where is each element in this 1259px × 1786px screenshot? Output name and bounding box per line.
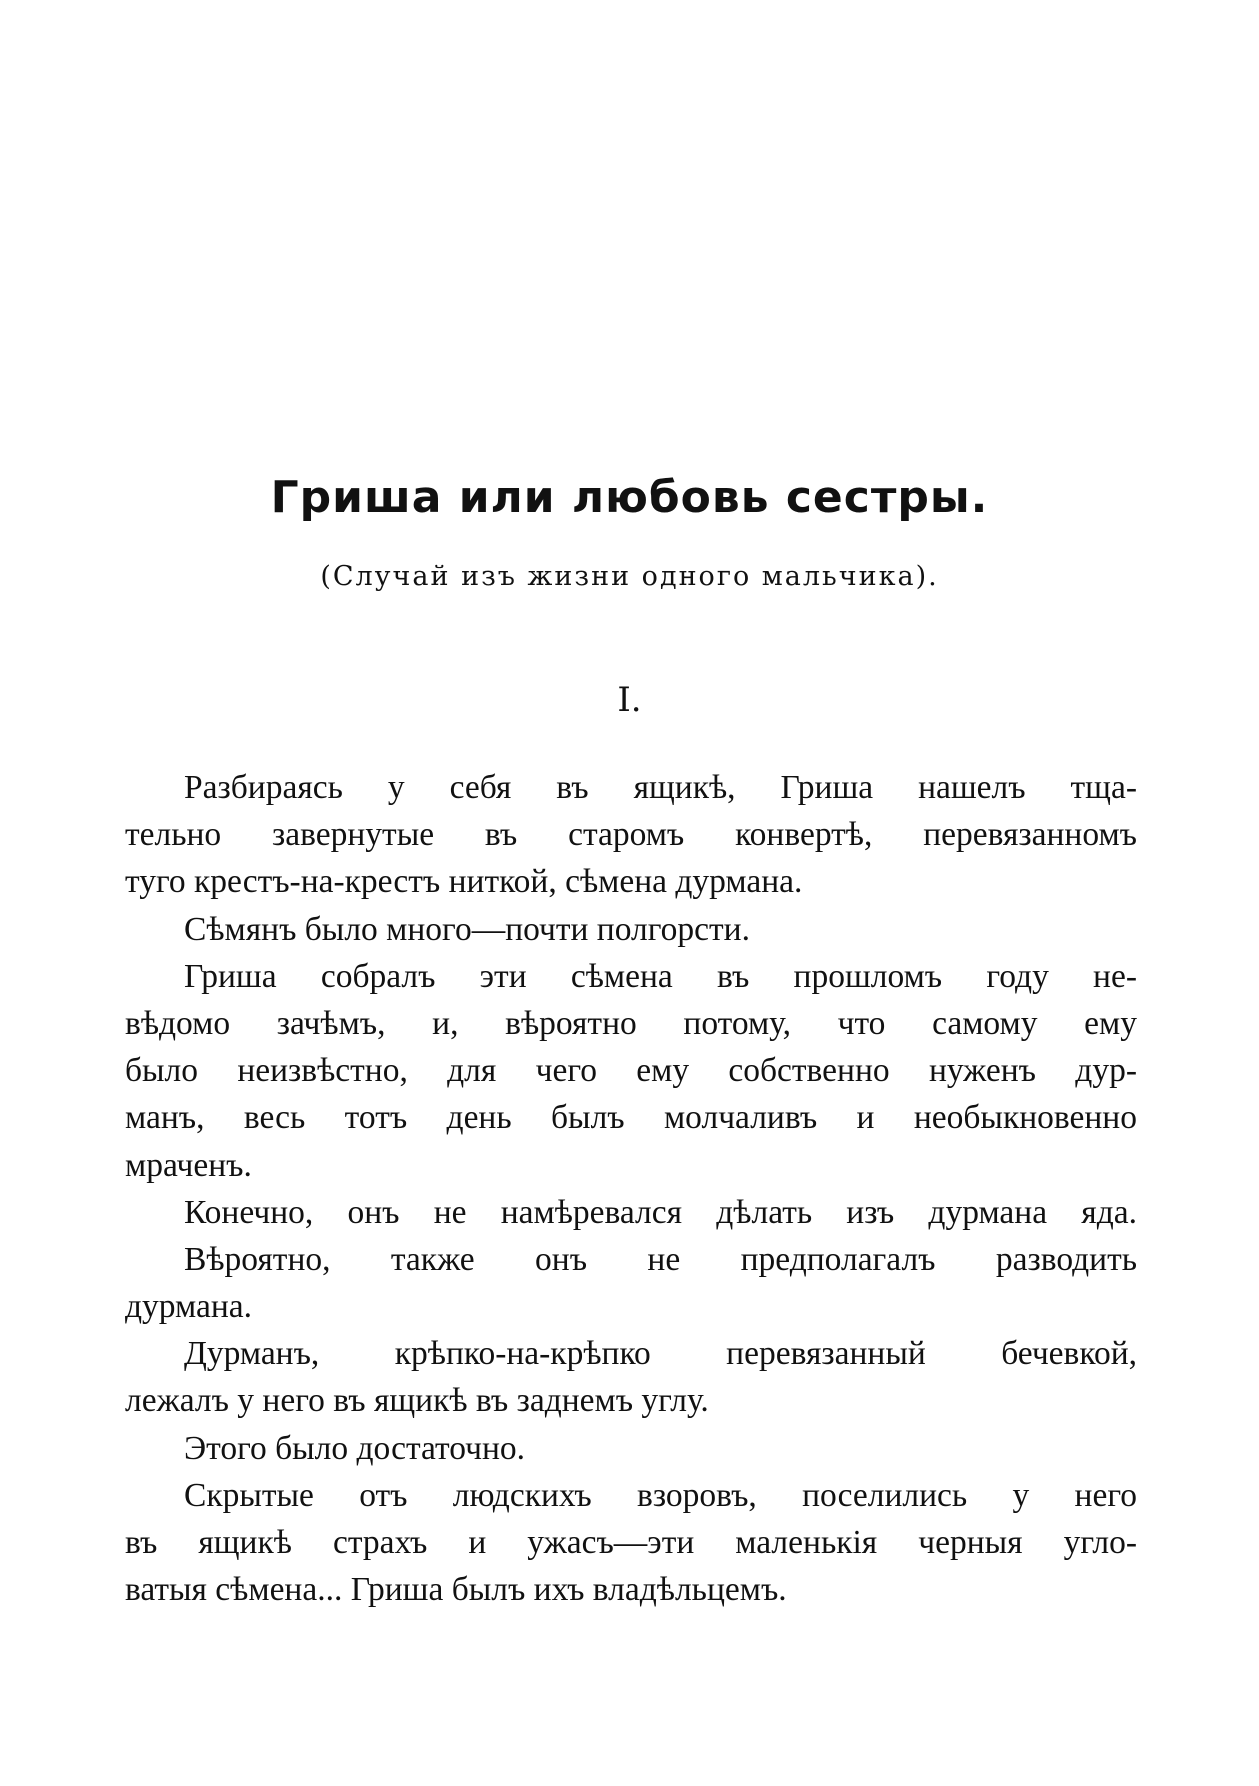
body-text bbox=[125, 764, 1137, 1613]
text-line: Вѣроятно, также онъ не предполагалъ разводить bbox=[184, 1240, 1137, 1278]
text-line: Сѣмянъ было много—почти полгорсти. bbox=[184, 910, 750, 948]
text-line: Этого было достаточно. bbox=[184, 1429, 526, 1467]
text-line: вѣдомо зачѣмъ, и, вѣроятно потому, что самому ему bbox=[125, 1004, 1137, 1042]
text-line: Гриша собралъ эти сѣмена въ прошломъ году не- bbox=[184, 957, 1137, 995]
text-line: Скрытые отъ людскихъ взоровъ, поселились у него bbox=[184, 1476, 1137, 1514]
text-line: манъ, весь тотъ день былъ молчаливъ и необыкновенно bbox=[125, 1099, 1137, 1137]
text-line: Дурманъ, крѣпко-на-крѣпко перевязанный бечевкой, bbox=[184, 1335, 1137, 1373]
chapter-number: I. bbox=[617, 680, 642, 720]
text-line: было неизвѣстно, для чего ему собственно нуженъ дур- bbox=[125, 1052, 1137, 1090]
text-line: мраченъ. bbox=[125, 1146, 252, 1184]
text-line: тельно завернутые въ старомъ конвертѣ, перевязанномъ bbox=[125, 816, 1137, 854]
story-title: Гриша или любовь сестры. bbox=[270, 472, 989, 523]
story-subtitle: (Случай изъ жизни одного мальчика). bbox=[320, 561, 939, 592]
text-line: Конечно, онъ не намѣревался дѣлать изъ дурмана яда. bbox=[184, 1193, 1137, 1231]
text-line: ватыя сѣмена... Гриша былъ ихъ владѣльцемъ. bbox=[125, 1571, 787, 1609]
text-line: лежалъ у него въ ящикѣ въ заднемъ углу. bbox=[125, 1382, 709, 1420]
text-line: Разбираясь у себя въ ящикѣ, Гриша нашелъ тща- bbox=[184, 769, 1137, 806]
text-line: дурмана. bbox=[125, 1288, 253, 1326]
text-line: туго крестъ-на-крестъ ниткой, сѣмена дурмана. bbox=[125, 863, 803, 901]
text-line: въ ящикѣ страхъ и ужасъ—эти маленькія черныя угло- bbox=[125, 1524, 1137, 1561]
